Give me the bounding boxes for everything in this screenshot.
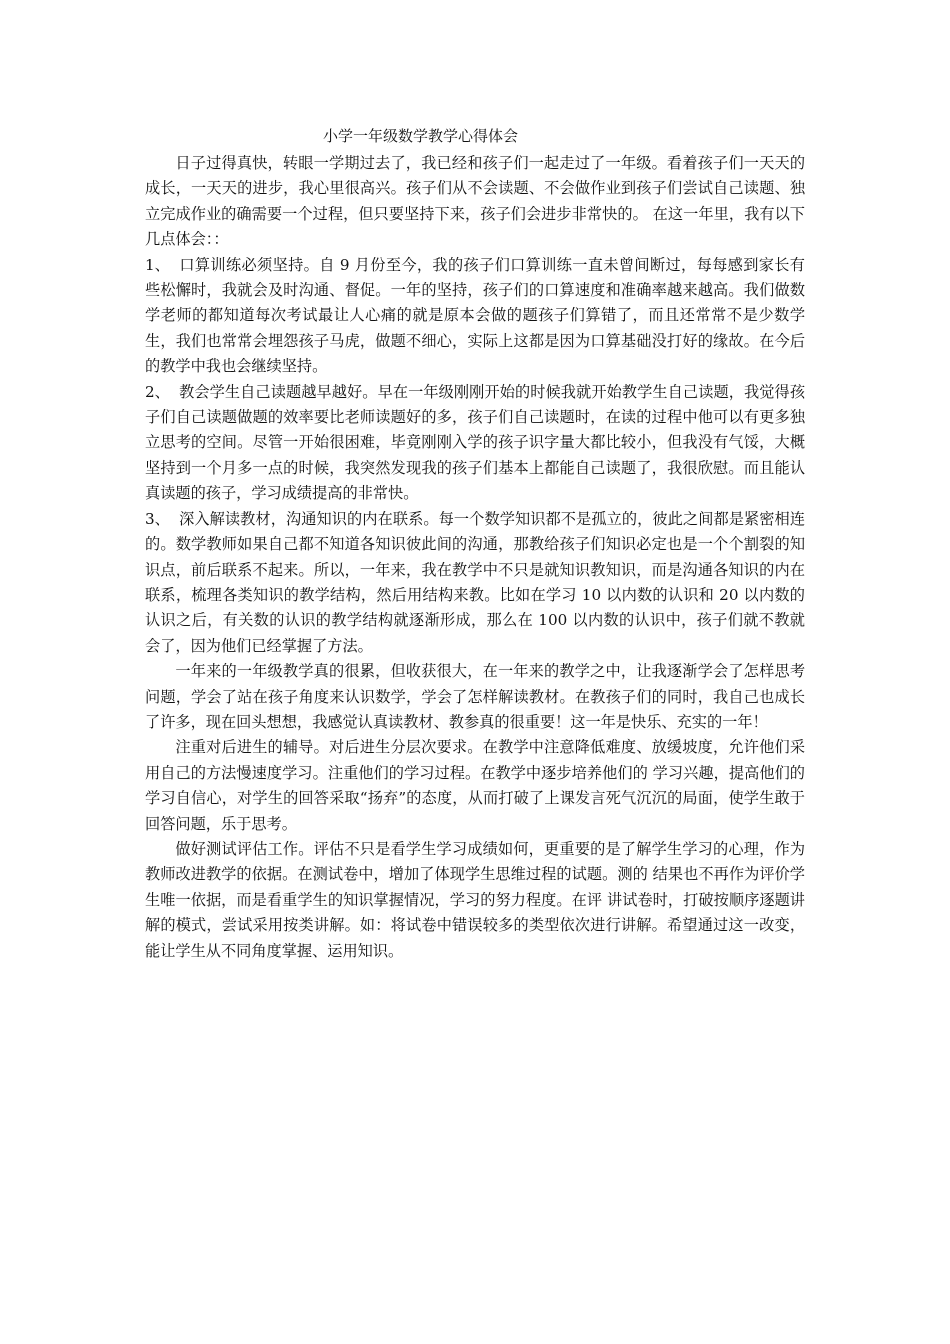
intro-paragraph: 日子过得真快，转眼一学期过去了，我已经和孩子们一起走过了一年级。看着孩子们一天天的成长，一天天的进步，我心里很高兴。孩子们从不会读题、不会做作业到孩子们尝试自己读题、独立完成作业的确需要一个过程，但只要坚持下来，孩子们会进步非常快的。 在这一年里，我有以下几点体会：： (145, 154, 805, 249)
point-1-text: 口算训练必须坚持。自 9 月份至今，我的孩子们口算训练一直未曾间断过，每每感到家长有些松懈时，我就会及时沟通、督促。一年的坚持，孩子们的口算速度和准确率越来越高。我们做数学老师的都知道每次考试最让人心痛的就是原本会做的题孩子们算错了，而且还常常不是少数学生，我们也常常会埋怨孩子马虎，做题不细心，实际上这都是因为口算基础没打好的缘故。在今后的教学中我也会继续坚持。 (145, 255, 805, 376)
point-3-number: 3、 (145, 509, 170, 528)
tutoring-paragraph: 注重对后进生的辅导。对后进生分层次要求。在教学中注意降低难度、放缓坡度，允许他们采用自己的方法慢速度学习。注重他们的学习过程。在教学中逐步培养他们的 学习兴趣，提高他们的学习自信心，对学生的回答采取“扬弃”的态度，从而打破了上课发言死气沉沉的局面，使学生敢于回答问题，乐于思考。 (145, 738, 805, 833)
point-3-text: 深入解读教材，沟通知识的内在联系。每一个数学知识都不是孤立的，彼此之间都是紧密相连的。数学教师如果自己都不知道各知识彼此间的沟通，那教给孩子们知识必定也是一个个割裂的知识点，前后联系不起来。所以，一年来，我在教学中不只是就知识教知识，而是沟通各知识的内在联系，梳理各类知识的教学结构，然后用结构来教。比如在学习 10 以内数的认识和 20 以内数的认识之后，有关数的认识的教学结构就逐渐形成，那么在 100 以内数的认识中，孩子们就不教就会了，因为他们已经掌握了方法。 (145, 509, 805, 655)
point-2-text: 教会学生自己读题越早越好。早在一年级刚刚开始的时候我就开始教学生自己读题，我觉得孩子们自己读题做题的效率要比老师读题好的多，孩子们自己读题时，在读的过程中他可以有更多独立思考的空间。尽管一开始很困难，毕竟刚刚入学的孩子识字量大都比较小，但我没有气馁，大概坚持到一个月多一点的时候，我突然发现我的孩子们基本上都能自己读题了，我很欣慰。而且能认真读题的孩子，学习成绩提高的非常快。 (145, 382, 805, 503)
point-1-paragraph (145, 253, 805, 380)
document-page (145, 123, 805, 964)
document-title: 小学一年级数学教学心得体会 (323, 127, 519, 145)
testing-paragraph: 做好测试评估工作。评估不只是看学生学习成绩如何，更重要的是了解学生学习的心理，作为教师改进教学的依据。在测试卷中，增加了体现学生思维过程的试题。测的 结果也不再作为评价学生唯一依据，而是看重学生的知识掌握情况，学习的努力程度。在评 讲试卷时，打破按顺序逐题讲解的模式，尝试采用按类讲解。如：将试卷中错误较多的类型依次进行讲解。希望通过这一改变，能让学生从不同角度掌握、运用知识。 (145, 839, 805, 960)
point-2-paragraph (145, 380, 805, 507)
point-2-number: 2、 (145, 382, 170, 401)
point-3-paragraph (145, 507, 805, 659)
conclusion-paragraph: 一年来的一年级教学真的很累，但收获很大，在一年来的教学之中，让我逐渐学会了怎样思考问题，学会了站在孩子角度来认识数学，学会了怎样解读教材。在教孩子们的同时，我自己也成长了许多，现在回头想想，我感觉认真读教材、教参真的很重要！这一年是快乐、充实的一年！ (145, 662, 805, 731)
point-1-number: 1、 (145, 255, 170, 274)
